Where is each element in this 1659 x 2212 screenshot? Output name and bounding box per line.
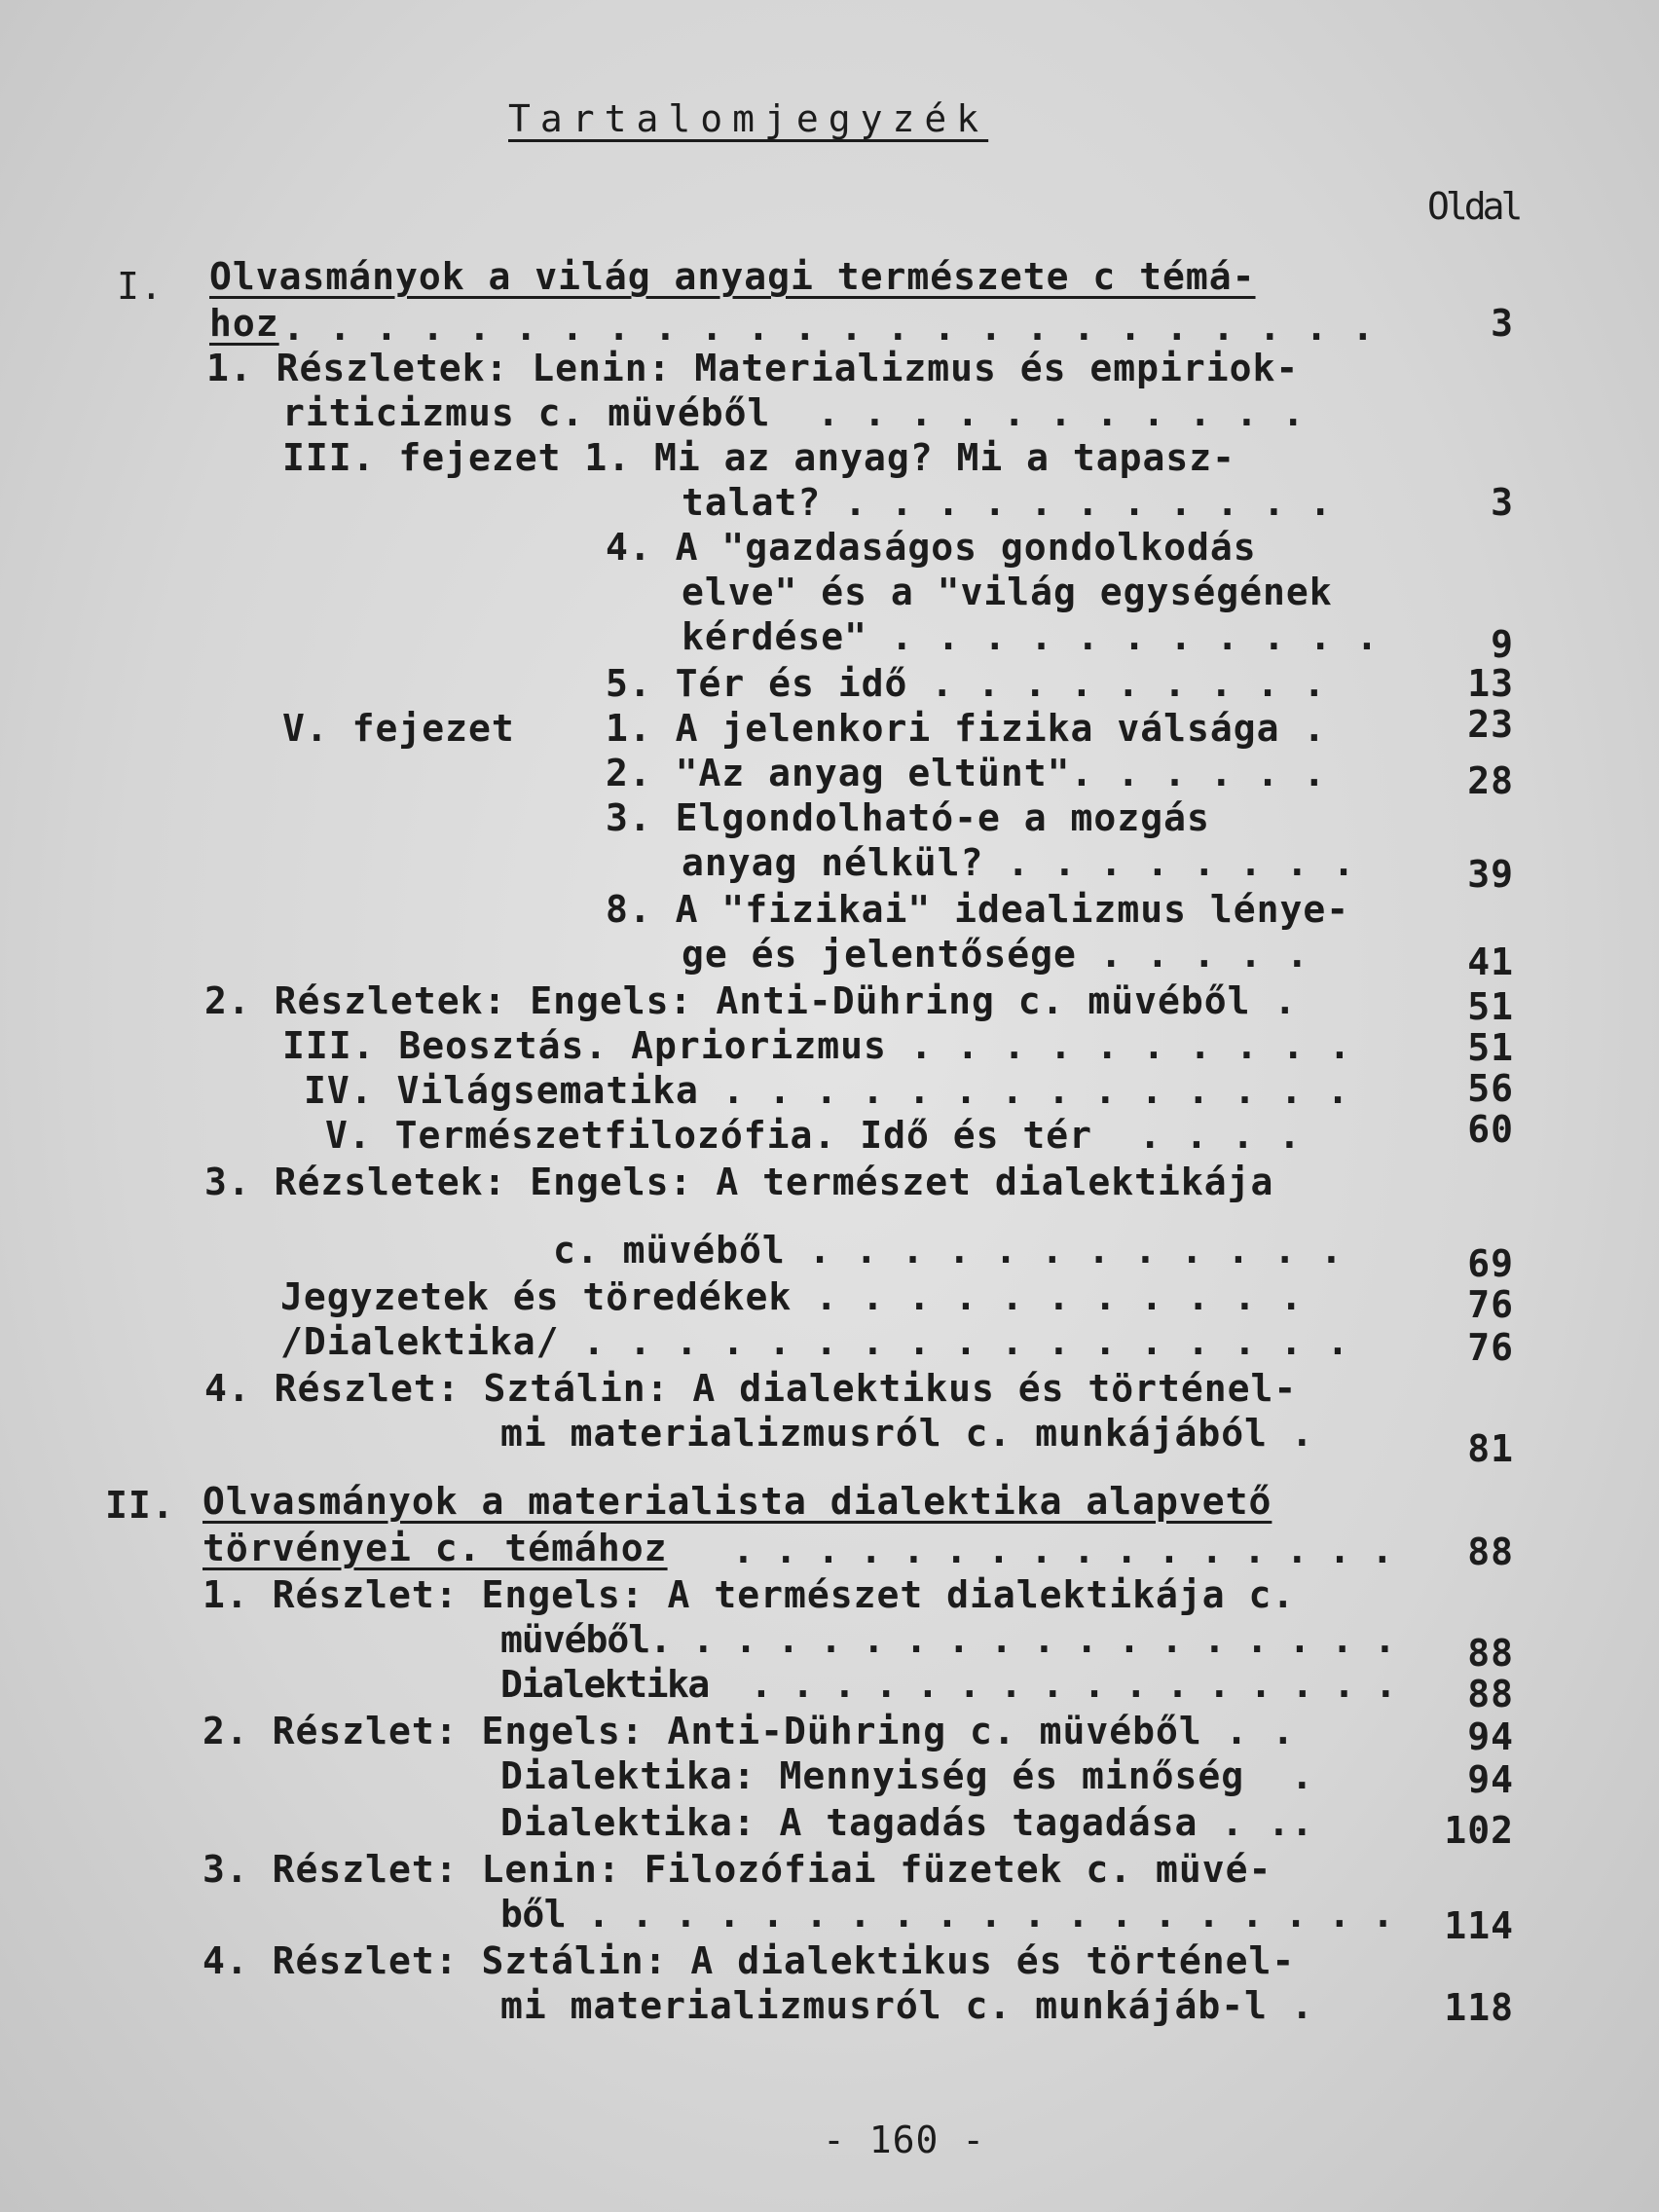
toc-entry: Dialektika: A tagadás tagadása . .. [500, 1801, 1314, 1844]
toc-page-number: 3 [1491, 302, 1514, 345]
toc-entry: III. fejezet 1. Mi az anyag? Mi a tapasz- [282, 436, 1235, 479]
section-numeral: II. [105, 1484, 175, 1527]
toc-entry: V. fejezet [282, 707, 515, 750]
page-number: - 160 - [823, 2119, 986, 2161]
toc-entry: müvéből. . . . . . . . . . . . . . . . . . [500, 1618, 1395, 1661]
toc-page-number: 118 [1444, 1986, 1514, 2029]
toc-entry: 4. Részlet: Sztálin: A dialektikus és történel- [203, 1939, 1296, 1982]
toc-entry: riticizmus c. müvéből . . . . . . . . . . . [282, 391, 1306, 434]
toc-entry: Jegyzetek és töredékek . . . . . . . . . . . [280, 1275, 1304, 1318]
section-title: Olvasmányok a világ anyagi természete c témá- [209, 255, 1256, 298]
toc-entry: 2. "Az anyag eltünt". . . . . . [606, 752, 1327, 794]
toc-entry: 2. Részlet: Engels: Anti-Dühring c. müvéből . . [203, 1710, 1296, 1752]
toc-page-number: 56 [1467, 1067, 1514, 1110]
toc-page-number: 39 [1467, 853, 1514, 896]
toc-page-number: 51 [1467, 1026, 1514, 1069]
toc-page-number: 41 [1467, 940, 1514, 983]
toc-entry: 2. Részletek: Engels: Anti-Dühring c. müvéből . [204, 979, 1298, 1022]
toc-leader-dots: . . . . . . . . . . . . . . . . . . . . . . . . [282, 306, 1376, 349]
toc-page-number: 76 [1467, 1283, 1514, 1326]
toc-entry: 1. Részletek: Lenin: Materializmus és empiriok- [206, 347, 1300, 389]
document-title: Tartalomjegyzék [508, 97, 989, 140]
toc-page-number: 28 [1467, 759, 1514, 802]
toc-entry: 3. Rézsletek: Engels: A természet dialektikája [204, 1161, 1274, 1203]
toc-page-number: 88 [1467, 1673, 1514, 1715]
toc-page-number: 94 [1467, 1715, 1514, 1758]
toc-entry: 4. Részlet: Sztálin: A dialektikus és történel- [204, 1367, 1298, 1410]
toc-entry: Dialektika . . . . . . . . . . . . . . . . [500, 1663, 1396, 1706]
toc-page-number: 88 [1467, 1632, 1514, 1675]
toc-entry: ge és jelentősége . . . . . [682, 933, 1309, 976]
toc-entry: kérdése" . . . . . . . . . . . [682, 615, 1380, 658]
toc-entry: mi materializmusról c. munkájából . [500, 1412, 1314, 1455]
toc-entry: 1. A jelenkori fizika válsága . [606, 707, 1327, 750]
toc-entry: 5. Tér és idő . . . . . . . . . [606, 662, 1327, 705]
toc-entry: 8. A "fizikai" idealizmus lénye- [606, 888, 1350, 931]
toc-page-number: 3 [1491, 481, 1514, 524]
section-title: törvényei c. témához [203, 1527, 668, 1569]
toc-entry: Dialektika: Mennyiség és minőség . [500, 1754, 1314, 1797]
toc-page-number: 51 [1467, 985, 1514, 1028]
toc-entry: 3. Részlet: Lenin: Filozófiai füzetek c. müvé- [203, 1848, 1272, 1891]
toc-entry: IV. Világsematika . . . . . . . . . . . . . . [304, 1069, 1350, 1112]
toc-page-number: 76 [1467, 1326, 1514, 1369]
toc-page-number: 114 [1444, 1904, 1514, 1947]
toc-page-number: 60 [1467, 1108, 1514, 1151]
toc-entry: elve" és a "világ egységének [682, 571, 1333, 613]
toc-entry: ből . . . . . . . . . . . . . . . . . . . [500, 1893, 1394, 1936]
toc-entry: talat? . . . . . . . . . . . [682, 481, 1333, 524]
toc-entry: V. Természetfilozófia. Idő és tér . . . . [325, 1114, 1302, 1157]
toc-entry: c. müvéből . . . . . . . . . . . . [553, 1229, 1344, 1272]
toc-page-number: 102 [1444, 1809, 1514, 1852]
toc-entry: 1. Részlet: Engels: A természet dialektikája c. [203, 1573, 1296, 1616]
toc-page-number: 23 [1467, 703, 1514, 746]
toc-page-number: 88 [1467, 1530, 1514, 1573]
toc-entry: III. Beosztás. Apriorizmus . . . . . . . . . . [282, 1024, 1352, 1067]
section-title: hoz [209, 302, 279, 345]
toc-page-number: 81 [1467, 1427, 1514, 1470]
toc-leader-dots: . . . . . . . . . . . . . . . . [732, 1529, 1393, 1571]
toc-page-number: 94 [1467, 1758, 1514, 1801]
toc-page-number: 9 [1491, 623, 1514, 666]
section-numeral: I. [117, 265, 164, 308]
section-title: Olvasmányok a materialista dialektika alapvető [203, 1480, 1272, 1523]
page-column-header: Oldal [1427, 185, 1520, 228]
toc-entry: mi materializmusról c. munkájáb-l . [500, 1984, 1314, 2027]
toc-entry: /Dialektika/ . . . . . . . . . . . . . . . . . [280, 1320, 1350, 1363]
toc-page-number: 69 [1467, 1242, 1514, 1285]
toc-entry: anyag nélkül? . . . . . . . . [682, 841, 1356, 884]
toc-entry: 4. A "gazdaságos gondolkodás [606, 526, 1257, 569]
toc-page-number: 13 [1467, 662, 1514, 705]
toc-entry: 3. Elgondolható-e a mozgás [606, 796, 1210, 839]
